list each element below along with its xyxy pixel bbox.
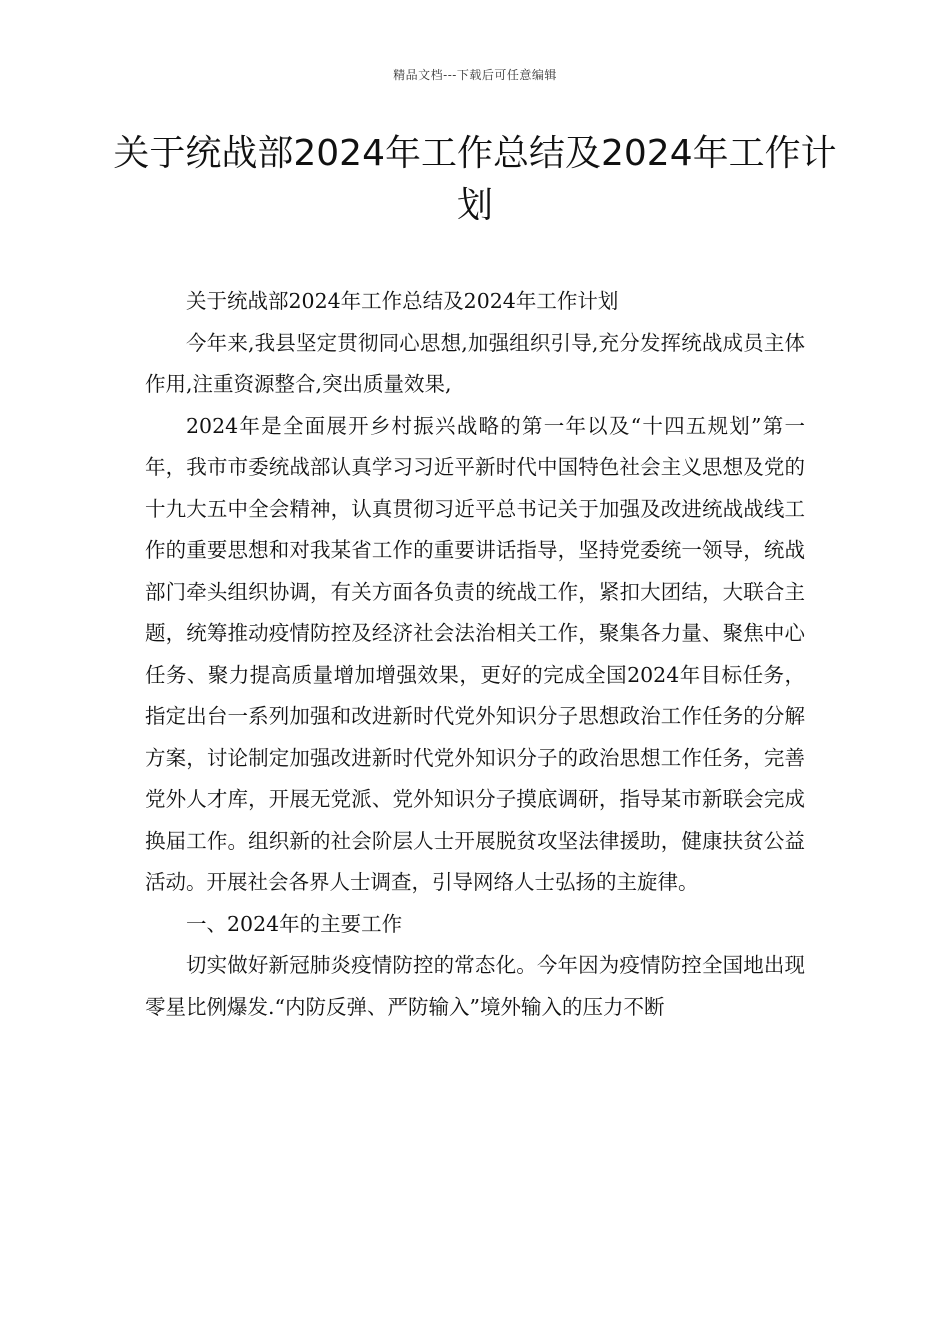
header-note: 精品文档---下载后可任意编辑 <box>393 68 557 82</box>
document-body <box>145 281 805 1028</box>
paragraph-subtitle: 关于统战部2024年工作总结及2024年工作计划 <box>186 289 619 313</box>
paragraph-main: 2024年是全面展开乡村振兴战略的第一年以及“十四五规划”第一年，我市市委统战部认真学习习近平新时代中国特色社会主义思想及党的十九大五中全会精神，认真贯彻习近平总书记关于加强及改进统战战线工作的重要思想和对我某省工作的重要讲话指导，坚持党委统一领导，统战部门牵头组织协调，有关方面各负责的统战工作，紧扣大团结，大联合主题，统筹推动疫情防控及经济社会法治相关工作，聚集各力量、聚焦中心任务、聚力提高质量增加增强效果，更好的完成全国2024年目标任务，指定出台一系列加强和改进新时代党外知识分子思想政治工作任务的分解方案，讨论制定加强改进新时代党外知识分子的政治思想工作任务，完善党外人才库，开展无党派、党外知识分子摸底调研，指导某市新联会完成换届工作。组织新的社会阶层人士开展脱贫攻坚法律援助，健康扶贫公益活动。开展社会各界人士调查，引导网络人士弘扬的主旋律。 <box>145 413 805 894</box>
section-heading: 一、2024年的主要工作 <box>186 911 403 936</box>
document-title: 关于统战部2024年工作总结及2024年工作计划 <box>113 133 837 226</box>
paragraph-covid: 切实做好新冠肺炎疫情防控的常态化。今年因为疫情防控全国地出现零星比例爆发.“内防反弹、严防输入”境外输入的压力不断 <box>145 953 805 1019</box>
paragraph-intro: 今年来,我县坚定贯彻同心思想,加强组织引导,充分发挥统战成员主体作用,注重资源整合,突出质量效果, <box>145 330 805 396</box>
